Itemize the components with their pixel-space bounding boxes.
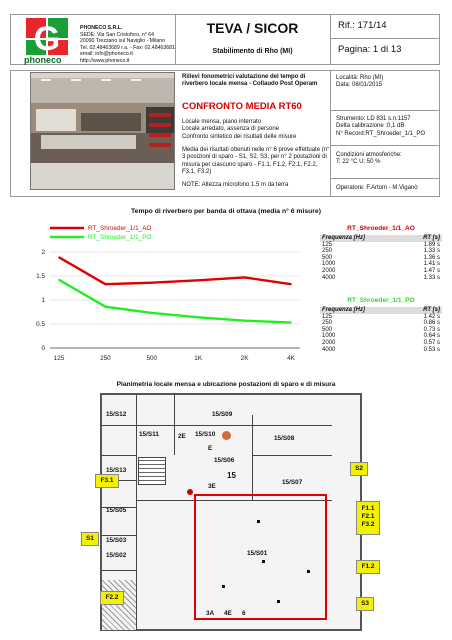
room-label: 15 bbox=[227, 471, 236, 480]
callout-s2: S2 bbox=[350, 462, 368, 476]
table-row: 500 1.36 s bbox=[322, 254, 440, 261]
site-subtitle: Stabilimento di Rho (MI) bbox=[212, 48, 293, 55]
floor-plan bbox=[100, 393, 362, 631]
table-row: 1000 1.41 s bbox=[322, 261, 440, 268]
x-tick-label: 1K bbox=[194, 355, 203, 362]
logo-wordmark: phoneco bbox=[24, 55, 62, 65]
hatched-area bbox=[102, 580, 136, 630]
instrument-info: Strumento: LD 831 s.n.1157 Delta calibrazione :0,1 dB N° Record:RT_Shroeder_1/1_PO bbox=[336, 116, 426, 137]
plan-wall bbox=[136, 395, 137, 631]
code-label: 3E bbox=[208, 483, 216, 490]
data-point bbox=[290, 283, 292, 285]
x-tick-label: 4K bbox=[287, 355, 295, 362]
room-label: 15/S13 bbox=[106, 467, 127, 474]
svg-text:G: G bbox=[33, 20, 61, 58]
data-point bbox=[197, 280, 199, 282]
y-tick-label: 1.5 bbox=[36, 273, 45, 280]
source-marker-s2 bbox=[222, 431, 231, 440]
table-row: 4000 1.33 s bbox=[322, 274, 440, 281]
header-divider-3 bbox=[330, 38, 440, 39]
legend-label: RT_Shroeder_1/1_AO bbox=[88, 225, 152, 233]
room-label: 15/S05 bbox=[106, 507, 127, 514]
point-marker bbox=[307, 570, 310, 573]
data-point bbox=[197, 316, 199, 318]
code-label: E bbox=[208, 445, 213, 452]
code-label: 6 bbox=[242, 610, 246, 617]
data-point bbox=[58, 279, 60, 281]
measurement-description: Media dei risultati ottenuti nelle n° 6 prove effettuate (n° 3 posizioni di sparo - S1, S2, S3, per n° 2 postazioni di misura per ciascuno sparo - F1.1, F1.2, F2.1, F2.2, F3.1, F3.2) bbox=[182, 147, 330, 176]
ao-table-title: RT_Shroeder_1/1_AO bbox=[347, 225, 415, 232]
location-date: Località: Rho (MI) Data: 08/01/2015 bbox=[336, 75, 384, 89]
meta-divider-3 bbox=[330, 178, 440, 179]
room-label: 15/S07 bbox=[282, 479, 303, 486]
room-label: 15/S02 bbox=[106, 552, 127, 559]
rt60-line-chart bbox=[30, 222, 305, 364]
plan-wall bbox=[102, 455, 136, 456]
table-row: 2000 0.57 s bbox=[322, 339, 440, 346]
meta-divider-2 bbox=[330, 145, 440, 146]
po-table-title: RT_Shroeder_1/1_PO bbox=[347, 297, 415, 304]
data-point bbox=[290, 322, 292, 324]
table-row: 1000 0.64 s bbox=[322, 333, 440, 340]
room-label: 15/S12 bbox=[106, 411, 127, 418]
po-table bbox=[320, 297, 442, 353]
ao-table bbox=[320, 225, 442, 281]
point-marker bbox=[277, 600, 280, 603]
room-label: 15/S10 bbox=[195, 431, 216, 438]
data-point bbox=[151, 282, 153, 284]
point-marker bbox=[257, 520, 260, 523]
room-label: 15/S11 bbox=[139, 431, 159, 438]
y-tick-label: 2 bbox=[41, 249, 45, 256]
measurement-area bbox=[194, 494, 327, 620]
point-marker bbox=[222, 585, 225, 588]
callout-f1-2: F1.2 bbox=[356, 560, 380, 574]
operator: Operatore: F.Artom - M.Viganò bbox=[336, 185, 418, 191]
company-name: PHONECO S.R.L. bbox=[80, 25, 123, 31]
room-label: 15/S06 bbox=[214, 457, 235, 464]
page-number: Pagina: 1 di 13 bbox=[338, 44, 402, 55]
room-label: 15/S01 bbox=[247, 550, 268, 557]
x-tick-label: 125 bbox=[53, 355, 65, 362]
plan-wall bbox=[252, 455, 332, 456]
room-label: 15/S09 bbox=[212, 411, 233, 418]
series-line-1 bbox=[59, 257, 291, 284]
table-row: 250 1.33 s bbox=[322, 248, 440, 255]
table-row: 250 0.86 s bbox=[322, 320, 440, 327]
table-row: 125 1.89 s bbox=[322, 241, 440, 248]
plan-title: Planimetria locale mensa e ubicazione postazioni di sparo e di misura bbox=[116, 381, 336, 388]
y-tick-label: 0 bbox=[41, 345, 45, 352]
room-label: 15/S03 bbox=[106, 537, 127, 544]
series-line-2 bbox=[59, 280, 291, 323]
data-point bbox=[244, 277, 246, 279]
legend-label: RT_Shroeder_1/1_PO bbox=[88, 234, 152, 242]
table-header-row: Frequenza [Hz] RT [s] bbox=[322, 235, 440, 241]
callout-f1-1-f2-1-f3-2: F1.1 F2.1 F3.2 bbox=[356, 501, 380, 535]
microphone-note: NOTE: Altezza microfono 1.5 m da terra bbox=[182, 182, 289, 188]
section-title: CONFRONTO MEDIA RT60 bbox=[182, 101, 302, 112]
stairs bbox=[138, 457, 166, 485]
po-table-grid bbox=[320, 307, 442, 353]
company-address: SEDE: Via San Cristoforo, n° 64 20090 Trezzano sul Naviglio - Milano Tel. 02.48463689 r.a. - Fax: 02.48463681 email: info@phoneco.it http://www.phoneco.it bbox=[80, 32, 175, 64]
callout-f3-1: F3.1 bbox=[95, 474, 119, 488]
canteen-photo bbox=[30, 72, 175, 190]
atmospheric-conditions: Condizioni atmosferiche: T: 22 °C U: 50 % bbox=[336, 152, 402, 166]
code-label: 3A bbox=[206, 610, 215, 617]
point-marker bbox=[262, 560, 265, 563]
plan-wall bbox=[174, 395, 175, 455]
y-tick-label: 0.5 bbox=[36, 321, 45, 328]
x-tick-label: 2K bbox=[240, 355, 249, 362]
ao-table-grid bbox=[320, 235, 442, 281]
code-label: 4E bbox=[224, 610, 232, 617]
plan-wall bbox=[252, 415, 253, 500]
data-point bbox=[244, 320, 246, 322]
table-row: 4000 0.53 s bbox=[322, 346, 440, 353]
room-label: 15/S08 bbox=[274, 435, 295, 442]
data-point bbox=[58, 256, 60, 258]
table-row: 500 0.73 s bbox=[322, 326, 440, 333]
survey-heading: Rilievi fonometrici valutazione del tempo di riverbero locale mensa - Collaudo Post Operam bbox=[182, 74, 318, 88]
reference-number: Rif.: 171/14 bbox=[338, 20, 387, 31]
code-label: 2E bbox=[178, 433, 186, 440]
header-divider-2 bbox=[330, 14, 331, 65]
data-point bbox=[151, 312, 153, 314]
plan-wall bbox=[102, 535, 136, 536]
data-point bbox=[105, 283, 107, 285]
data-point bbox=[105, 306, 107, 308]
table-header-row: Frequenza [Hz] RT [s] bbox=[322, 307, 440, 313]
x-tick-label: 250 bbox=[100, 355, 111, 362]
plan-wall bbox=[102, 570, 136, 571]
document-title: TEVA / SICOR bbox=[206, 20, 299, 36]
meta-divider-1 bbox=[330, 110, 440, 111]
callout-s1: S1 bbox=[81, 532, 99, 546]
table-row: 125 1.42 s bbox=[322, 313, 440, 320]
callout-s3: S3 bbox=[356, 597, 374, 611]
callout-f2-2: F2.2 bbox=[100, 591, 124, 605]
room-description: Locale mensa, piano interrato Locale arredato, assenza di persone Confronto sintetico dei risultati delle misure bbox=[182, 119, 297, 140]
chart-title: Tempo di riverbero per banda di ottava (media n° 6 misure) bbox=[131, 208, 321, 215]
table-row: 2000 1.47 s bbox=[322, 267, 440, 274]
x-tick-label: 500 bbox=[146, 355, 158, 362]
source-marker-s1 bbox=[187, 489, 193, 495]
y-tick-label: 1 bbox=[41, 297, 45, 304]
